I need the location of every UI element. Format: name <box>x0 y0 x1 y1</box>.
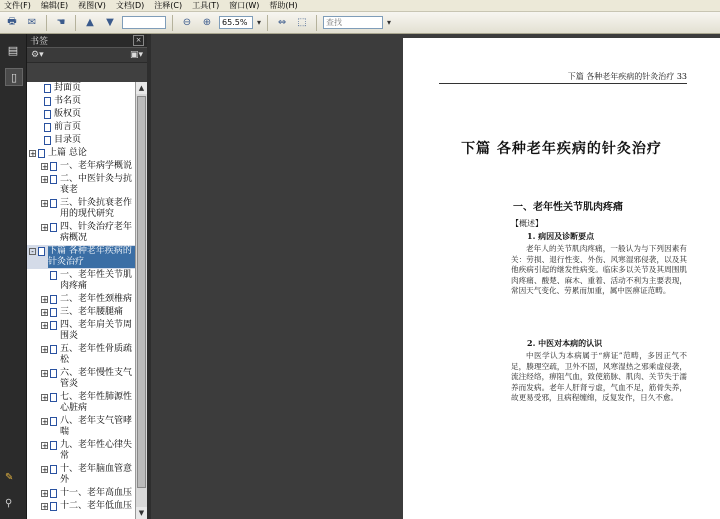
bookmark-page-icon <box>50 175 57 184</box>
options-gear-icon[interactable]: ⚙▾ <box>31 50 44 60</box>
toolbar-divider <box>172 15 173 31</box>
menu-item[interactable]: 窗口(W) <box>229 1 260 10</box>
running-head: 下篇 各种老年疾病的针灸治疗 33 <box>439 71 687 84</box>
hand-tool-icon[interactable]: ☚ <box>56 17 66 28</box>
menu-bar <box>0 0 720 12</box>
bookmark-page-icon <box>50 162 57 171</box>
bookmark-page-icon <box>50 199 57 208</box>
bookmark-page-icon <box>50 393 57 402</box>
bookmark-page-icon <box>50 502 57 511</box>
expander-icon[interactable]: + <box>42 442 48 450</box>
expander-icon[interactable]: + <box>42 163 48 171</box>
bookmark-page-icon <box>50 308 57 317</box>
bookmark-item[interactable] <box>27 147 135 160</box>
bookmark-item[interactable] <box>27 121 135 134</box>
bookmark-label: 四、老年肩关节周围炎 <box>60 320 133 341</box>
bookmark-label: 十二、老年低血压 <box>60 501 133 511</box>
bookmark-item[interactable] <box>27 391 135 415</box>
bookmark-page-icon <box>50 223 57 232</box>
expander-icon[interactable]: + <box>42 490 48 498</box>
scroll-thumb[interactable] <box>137 96 146 488</box>
bookmark-label: 上篇 总论 <box>48 148 87 158</box>
bookmark-page-icon <box>50 417 57 426</box>
bookmark-item[interactable] <box>27 463 135 487</box>
bookmark-page-icon <box>44 84 51 93</box>
panel-header <box>27 34 147 48</box>
menu-item[interactable]: 文档(D) <box>115 1 145 10</box>
bookmark-label: 封面页 <box>54 83 82 93</box>
bookmark-page-icon <box>50 441 57 450</box>
zoom-dropdown-icon[interactable]: ▾ <box>257 18 262 27</box>
bookmark-label: 十一、老年高血压 <box>60 488 133 498</box>
previous-page-icon[interactable]: ▲ <box>86 17 94 28</box>
search-input[interactable]: 查找 <box>323 16 383 29</box>
bookmark-item[interactable] <box>27 415 135 439</box>
bookmark-page-icon <box>38 247 45 256</box>
bookmark-page-icon <box>50 465 57 474</box>
paragraph-1 <box>511 244 687 297</box>
expander-icon[interactable]: + <box>42 346 48 354</box>
bookmark-label: 一、老年病学概说 <box>60 161 133 171</box>
bookmark-label: 下篇 各种老年疾病的针灸治疗 <box>48 246 135 268</box>
search-dropdown-icon[interactable]: ▾ <box>387 18 392 27</box>
bookmark-tree <box>27 82 135 519</box>
bookmark-page-icon <box>44 136 51 145</box>
bookmark-scrollbar[interactable] <box>135 82 147 519</box>
expander-icon[interactable]: + <box>42 466 48 474</box>
bookmark-label: 六、老年慢性支气管炎 <box>60 368 133 389</box>
bookmark-page-icon <box>50 271 57 280</box>
close-icon[interactable]: × <box>133 35 144 46</box>
scroll-down-icon[interactable]: ▼ <box>136 507 147 519</box>
bookmark-page-icon <box>44 97 51 106</box>
bookmark-label: 二、中医针灸与抗衰老 <box>60 174 133 195</box>
expander-icon[interactable]: + <box>42 418 48 426</box>
page-number-input[interactable] <box>122 16 166 29</box>
zoom-out-icon[interactable]: ⊖ <box>182 17 192 28</box>
bookmark-item[interactable] <box>27 343 135 367</box>
fit-page-icon[interactable]: ⬚ <box>297 17 307 28</box>
bookmark-item[interactable] <box>27 108 135 121</box>
bookmark-page-icon <box>50 345 57 354</box>
menu-item[interactable]: 视图(V) <box>78 1 106 10</box>
expander-icon[interactable]: + <box>42 322 48 330</box>
menu-item[interactable]: 文件(F) <box>4 1 31 10</box>
bookmark-label: 四、针灸治疗老年病概况 <box>60 222 133 243</box>
email-icon[interactable]: ✉ <box>27 17 37 28</box>
comments-icon[interactable]: ✎ <box>5 472 14 483</box>
subheading-2: 2. 中医对本病的认识 <box>527 338 603 348</box>
paragraph-2 <box>511 351 687 404</box>
bookmark-item[interactable] <box>27 269 135 293</box>
expander-icon[interactable]: + <box>42 200 48 208</box>
bookmark-label: 书名页 <box>54 96 82 106</box>
bookmark-label: 二、老年性颈椎病 <box>60 294 133 304</box>
zoom-in-icon[interactable]: ⊕ <box>202 17 212 28</box>
bookmark-item[interactable] <box>27 500 135 513</box>
bookmark-item[interactable] <box>27 293 135 306</box>
bookmark-label: 五、老年性骨质疏松 <box>60 344 133 365</box>
subheading-1: 1. 病因及诊断要点 <box>527 231 595 241</box>
expander-icon[interactable]: + <box>42 503 48 511</box>
bookmark-page-icon <box>44 110 51 119</box>
menu-item[interactable]: 注释(C) <box>154 1 183 10</box>
section-tag: 【概述】 <box>511 219 543 228</box>
expander-icon[interactable]: + <box>42 176 48 184</box>
print-icon[interactable]: 🖶 <box>7 16 17 27</box>
menu-item[interactable]: 编辑(E) <box>40 1 69 10</box>
expander-icon[interactable]: + <box>42 394 48 402</box>
paragraph-2-text: 中医学认为本病属于“痹证”范畴，多因正气不足，腠理空疏，卫外不固，风寒湿热之邪乘虚侵袭，流注经络，痹阻气血，致使筋脉、肌肉、关节失于濡养而发病。老年人肝肾亏虚，气血不足，筋骨失养，故更易受邪，且病程缠绵，反复发作，日久不愈。 <box>511 351 687 402</box>
bookmark-page-icon <box>38 149 45 158</box>
toolbar-divider <box>46 15 47 31</box>
expander-icon[interactable]: + <box>30 150 36 158</box>
zoom-level-input[interactable]: 65.5% <box>219 16 253 29</box>
expand-bookmark-icon[interactable]: ▣▾ <box>129 50 143 60</box>
toolbar-divider <box>267 15 268 31</box>
bookmark-label: 版权页 <box>54 109 82 119</box>
bookmark-item[interactable] <box>27 197 135 221</box>
bookmark-item[interactable] <box>27 306 135 319</box>
panel-title: 书签 <box>30 37 49 47</box>
scroll-up-icon[interactable]: ▲ <box>136 82 147 94</box>
expander-icon[interactable]: + <box>42 296 48 304</box>
bookmark-label: 三、针灸抗衰老作用的现代研究 <box>60 198 133 219</box>
bookmark-label: 十、老年脑血管意外 <box>60 464 133 485</box>
bookmark-item[interactable] <box>27 221 135 245</box>
section-title: 一、老年性关节肌肉疼痛 <box>513 202 623 213</box>
bookmark-item[interactable] <box>27 82 135 95</box>
bookmark-page-icon <box>44 123 51 132</box>
expander-icon[interactable]: - <box>29 248 36 255</box>
bookmark-page-icon <box>50 295 57 304</box>
bookmark-page-icon <box>50 489 57 498</box>
bookmark-item[interactable] <box>27 245 135 269</box>
expander-icon[interactable]: + <box>42 224 48 232</box>
panel-toolbar <box>27 48 147 63</box>
bookmark-item[interactable] <box>27 160 135 173</box>
bookmark-page-icon <box>50 321 57 330</box>
toolbar-divider <box>75 15 76 31</box>
pages-panel-icon[interactable]: ▤ <box>7 43 19 57</box>
menu-item[interactable]: 帮助(H) <box>269 1 298 10</box>
bookmark-label: 九、老年性心律失常 <box>60 440 133 461</box>
bookmark-label: 八、老年支气管哮喘 <box>60 416 133 437</box>
bookmark-item[interactable] <box>27 367 135 391</box>
bookmark-label: 三、老年腰腿痛 <box>60 307 124 317</box>
next-page-icon[interactable]: ▼ <box>106 17 114 28</box>
navigation-strip <box>0 34 27 519</box>
bookmarks-panel <box>27 34 147 519</box>
bookmark-item[interactable] <box>27 95 135 108</box>
bookmark-item[interactable] <box>27 173 135 197</box>
fit-width-icon[interactable]: ⇔ <box>277 17 287 28</box>
document-viewer <box>151 34 720 519</box>
document-page <box>403 38 720 519</box>
toolbar <box>0 12 720 34</box>
bookmark-label: 目录页 <box>54 135 82 145</box>
expander-icon[interactable]: + <box>42 309 48 317</box>
bookmark-item[interactable] <box>27 319 135 343</box>
bookmark-label: 七、老年性肺源性心脏病 <box>60 392 133 413</box>
bookmark-label: 一、老年性关节肌肉疼痛 <box>60 270 133 291</box>
bookmark-item[interactable] <box>27 439 135 463</box>
bookmark-page-icon <box>50 369 57 378</box>
paragraph-1-text: 老年人的关节肌肉疼痛，一般认为与下列因素有关：劳损、退行性变、外伤、风寒湿邪侵袭，以及其他疾病引起的继发性病变。临床多以关节及其周围肌肉疼痛、酸楚、麻木、重着、活动不利为主要表现，常因天气变化、劳累而加重，属中医痹证范畴。 <box>511 244 687 295</box>
bookmark-label: 前言页 <box>54 122 82 132</box>
menu-item[interactable]: 工具(T) <box>192 1 220 10</box>
bookmarks-panel-icon[interactable]: ▯ <box>5 68 23 86</box>
expander-icon[interactable]: + <box>42 370 48 378</box>
bookmark-item[interactable] <box>27 487 135 500</box>
chapter-title: 下篇 各种老年疾病的针灸治疗 <box>461 141 662 157</box>
bookmark-item[interactable] <box>27 134 135 147</box>
toolbar-divider <box>316 15 317 31</box>
attachment-icon[interactable]: ⚲ <box>5 498 13 509</box>
